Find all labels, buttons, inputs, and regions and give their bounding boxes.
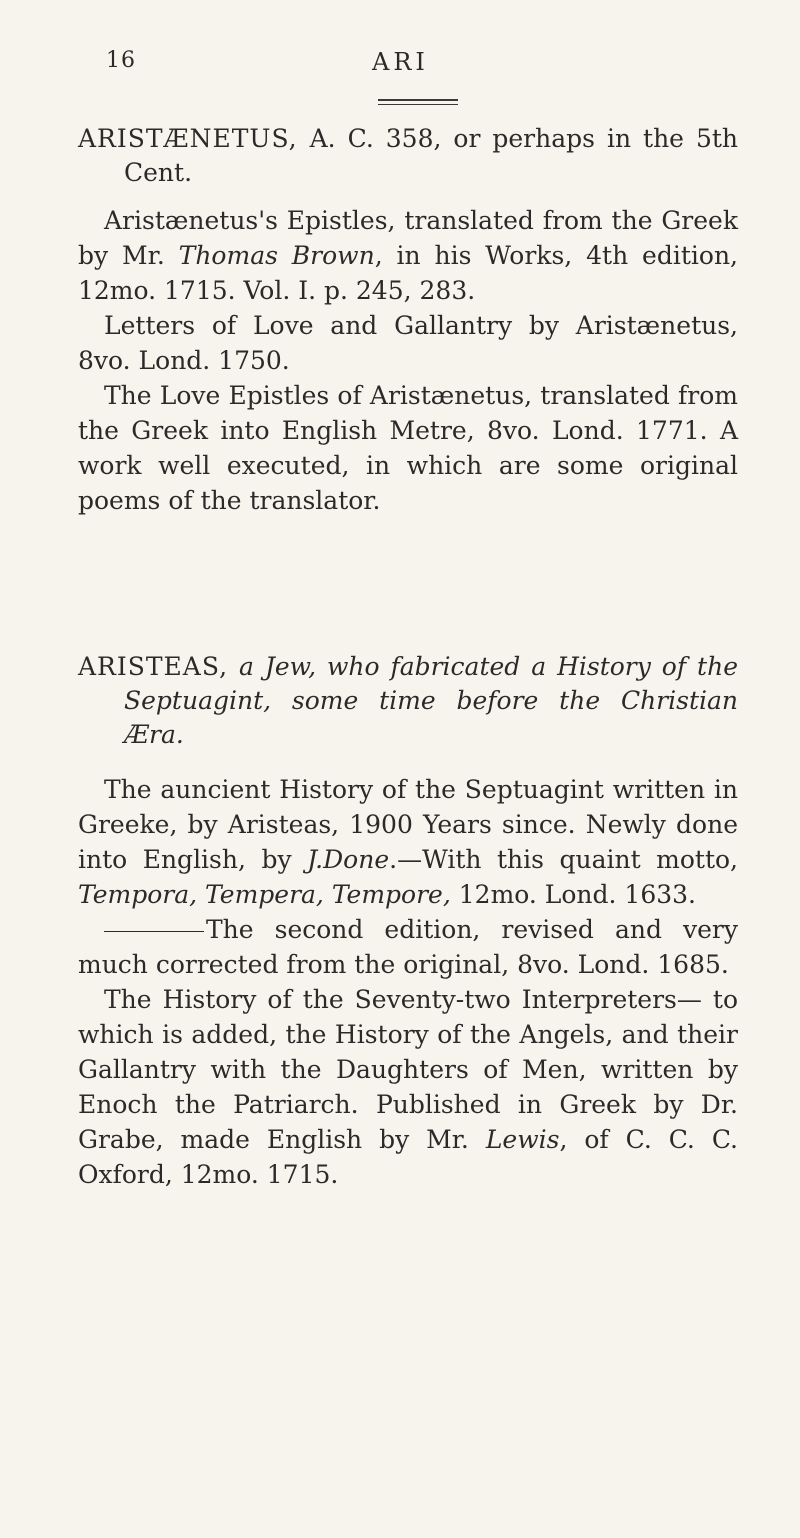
item-italic-text: Tempora, Tempera, Tempore, (78, 880, 451, 909)
entry-aristeas (78, 650, 738, 1192)
item-italic-text: Lewis (485, 1125, 560, 1154)
item-text: The Love Epistles of Aristænetus, translated from the Greek into English Metre, 8vo. Lond. 1771. A work well executed, in which are some original poems of the translator. (78, 381, 738, 515)
entry-name: ARISTEAS, (78, 652, 229, 681)
item-text: The auncient History of the Septuagint written in Greeke, by Aristeas, 1900 Years since. Newly done into English, by (78, 775, 738, 874)
item-text: , in his Works, 4th edition, 12mo. 1715. Vol. I. p. 245, 283. (78, 241, 738, 305)
bibliography-item (78, 378, 738, 518)
header-rule (378, 99, 458, 101)
entry-date: A. C. 358, or perhaps in the 5th Cent. (124, 124, 738, 187)
item-text: The History of the Seventy-two Interpreters— to which is added, the History of the Angels, and their Gallantry with the Daughters of Men, written by Enoch the Patriarch. Published in Greek by Dr. Grabe, made English by Mr. (78, 985, 738, 1154)
item-italic-text: Thomas Brown (178, 241, 375, 270)
page-header (0, 48, 800, 88)
entry-name: ARISTÆNETUS, (78, 124, 298, 153)
item-text: , of C. C. C. Oxford, 12mo. 1715. (78, 1125, 739, 1189)
item-text: 12mo. Lond. 1633. (450, 880, 697, 909)
bibliography-item (78, 912, 738, 982)
item-text: Aristænetus's Epistles, translated from the Greek by Mr. (78, 206, 738, 270)
item-text: The second edition, revised and very much corrected from the original, 8vo. Lond. 1685. (78, 915, 738, 979)
ditto-rule (104, 931, 204, 932)
bibliography-item (78, 203, 738, 308)
running-head: ARI (372, 48, 429, 76)
item-text: .—With this quaint motto, (389, 845, 738, 874)
entry-description: a Jew, who fabricated a History of the Septuagint, some time before the Christian Æra. (124, 652, 738, 749)
bibliography-item (78, 982, 738, 1192)
header-rule-thin (378, 104, 458, 105)
entry-headline (78, 650, 738, 752)
entry-aristaenetus (78, 122, 738, 518)
entry-headline (78, 122, 738, 190)
bibliography-item (78, 308, 738, 378)
page-number: 16 (106, 48, 136, 73)
bibliography-item (78, 772, 738, 912)
item-italic-text: J.Done (307, 845, 390, 874)
item-text: Letters of Love and Gallantry by Aristænetus, 8vo. Lond. 1750. (78, 311, 738, 375)
